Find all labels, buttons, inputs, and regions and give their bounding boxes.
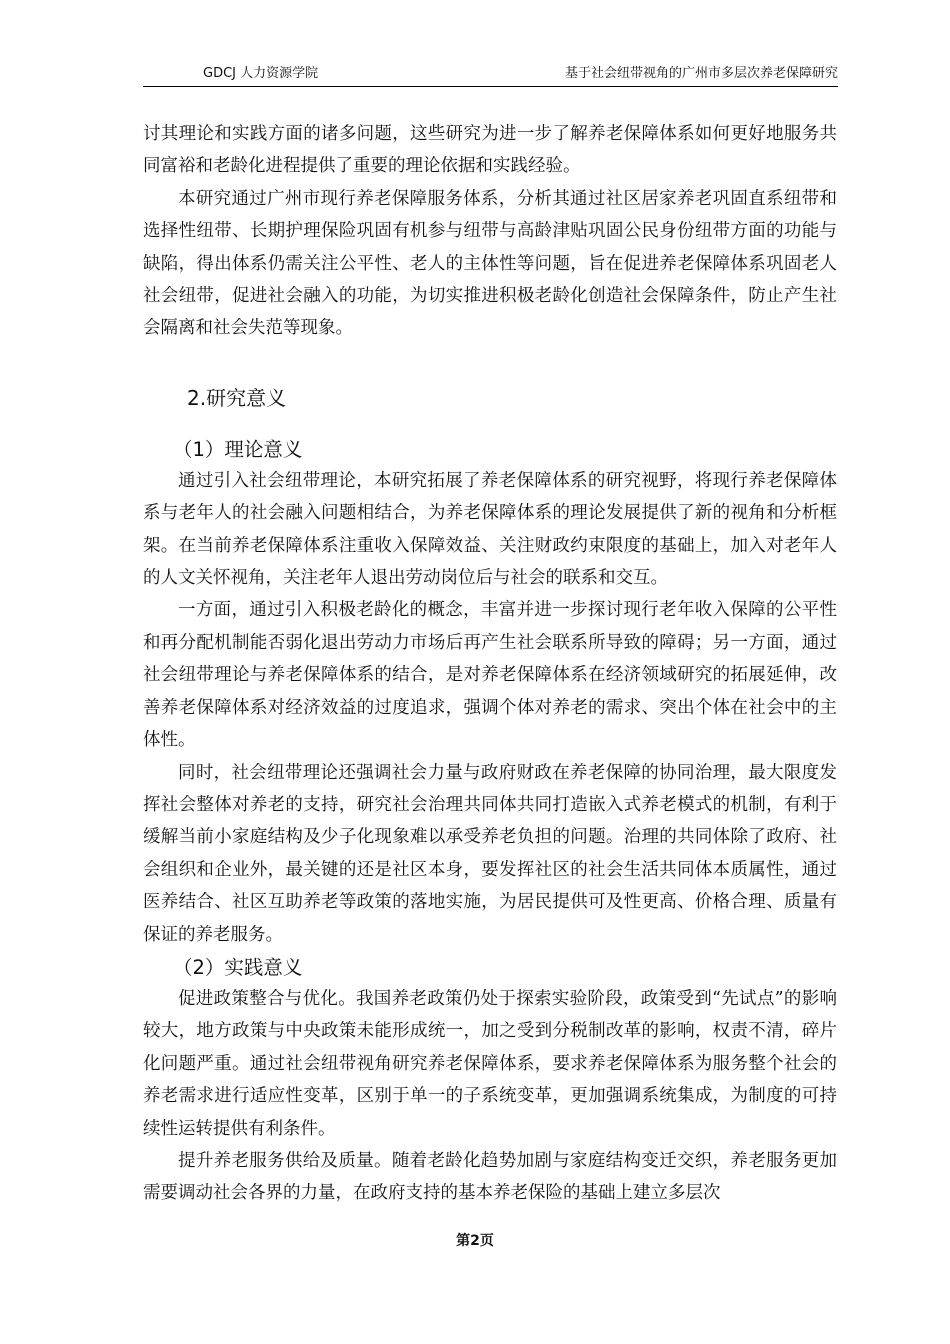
paragraph-continued: 讨其理论和实践方面的诸多问题，这些研究为进一步了解养老保障体系如何更好地服务共同富裕和老龄化进程提供了重要的理论依据和实践经验。: [143, 124, 837, 177]
subsection-heading-theoretical: （1）理论意义: [173, 437, 303, 461]
page-number: 第2页: [456, 1233, 494, 1249]
running-header: [143, 64, 838, 87]
header-institution: GDCJ 人力资源学院: [203, 66, 319, 81]
paragraph-practice-2: 提升养老服务供给及质量。随着老龄化趋势加剧与家庭结构变迁交织，养老服务更加需要调动社会各界的力量，在政府支持的基本养老保险的基础上建立多层次: [143, 1150, 837, 1204]
paragraph-theory-1: 通过引入社会纽带理论，本研究拓展了养老保障体系的研究视野，将现行养老保障体系与老年人的社会融入问题相结合，为养老保障体系的理论发展提供了新的视角和分析框架。在当前养老保障体系注重收入保障效益、关注财政约束限度的基础上，加入对老年人的人文关怀视角，关注老年人退出劳动岗位后与社会的联系和交互。: [143, 470, 837, 589]
paragraph-theory-3: 同时，社会纽带理论还强调社会力量与政府财政在养老保障的协同治理，最大限度发挥社会整体对养老的支持，研究社会治理共同体共同打造嵌入式养老模式的机制，有利于缓解当前小家庭结构及少子化现象难以承受养老负担的问题。治理的共同体除了政府、社会组织和企业外，最关键的还是社区本身，要发挥社区的社会生活共同体本质属性，通过医养结合、社区互助养老等政策的落地实施，为居民提供可及性更高、价格合理、质量有保证的养老服务。: [143, 762, 837, 945]
section-heading-research-significance: 2.研究意义: [187, 385, 287, 410]
paragraph-research-summary: 本研究通过广州市现行养老保障服务体系，分析其通过社区居家养老巩固直系纽带和选择性纽带、长期护理保险巩固有机参与纽带与高龄津贴巩固公民身份纽带方面的功能与缺陷，得出体系仍需关注公平性、老人的主体性等问题，旨在促进养老保障体系巩固老人社会纽带，促进社会融入的功能，为切实推进积极老龄化创造社会保障条件，防止产生社会隔离和社会失范等现象。: [143, 188, 837, 339]
page-body: [143, 118, 837, 1210]
paragraph-practice-1: 促进政策整合与优化。我国养老政策仍处于探索实验阶段，政策受到“先试点”的影响较大，地方政策与中央政策未能形成统一，加之受到分税制改革的影响，权责不清，碎片化问题严重。通过社会纽带视角研究养老保障体系，要求养老保障体系为服务整个社会的养老需求进行适应性变革，区别于单一的子系统变革，更加强调系统集成，为制度的可持续性运转提供有利条件。: [143, 988, 837, 1139]
subsection-heading-practical: （2）实践意义: [173, 955, 303, 979]
header-paper-title: 基于社会纽带视角的广州市多层次养老保障研究: [564, 66, 838, 81]
paragraph-theory-2: 一方面，通过引入积极老龄化的概念，丰富并进一步探讨现行老年收入保障的公平性和再分配机制能否弱化退出劳动力市场后再产生社会联系所导致的障碍；另一方面，通过社会纽带理论与养老保障体系的结合，是对养老保障体系在经济领域研究的拓展延伸，改善养老保障体系对经济效益的过度追求，强调个体对养老的需求、突出个体在社会中的主体性。: [143, 600, 837, 751]
